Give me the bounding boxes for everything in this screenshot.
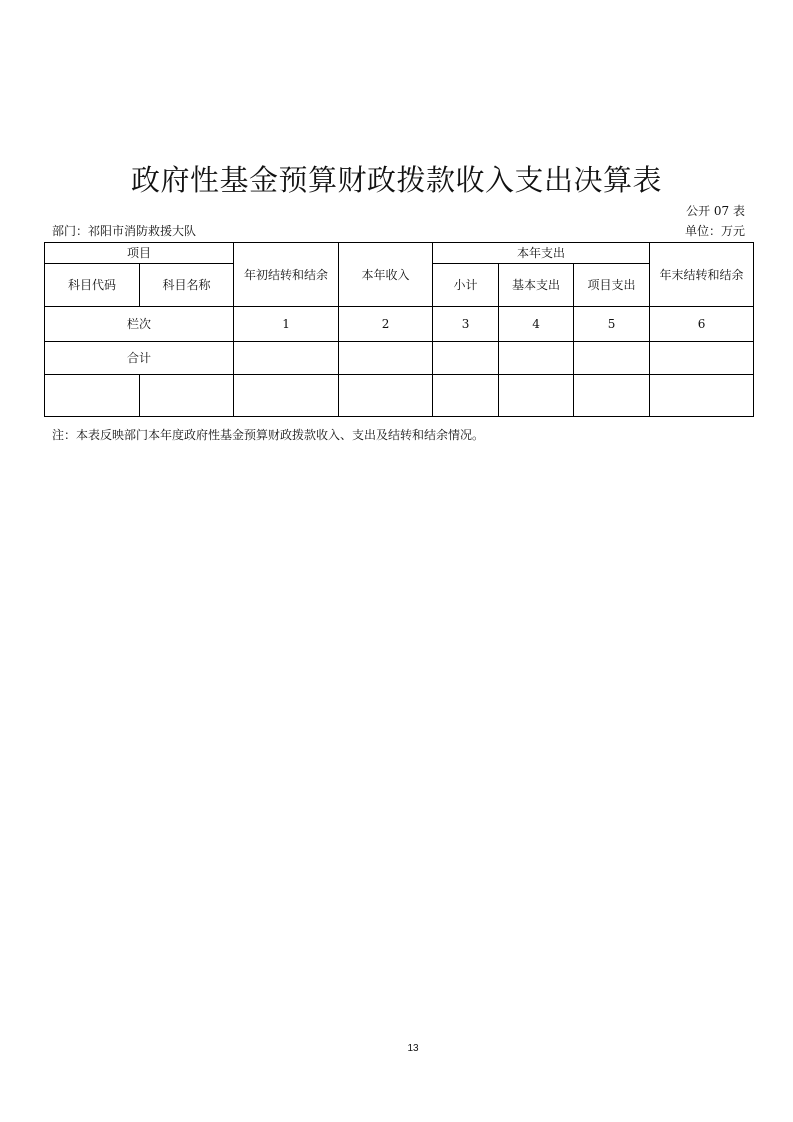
header-project-expense: 项目支出 <box>574 264 650 307</box>
table-row <box>45 375 754 417</box>
empty-cell <box>433 342 499 375</box>
column-index-label: 栏次 <box>45 307 234 342</box>
department-label: 部门：祁阳市消防救援大队 <box>52 224 197 238</box>
empty-cell <box>339 375 433 417</box>
column-number-2: 2 <box>339 307 433 342</box>
empty-cell <box>433 375 499 417</box>
empty-cell <box>234 342 339 375</box>
empty-cell <box>650 375 754 417</box>
empty-cell <box>140 375 234 417</box>
empty-cell <box>45 375 140 417</box>
header-current-income: 本年收入 <box>339 243 433 307</box>
table-note: 注：本表反映部门本年度政府性基金预算财政拨款收入、支出及结转和结余情况。 <box>52 428 485 442</box>
empty-cell <box>339 342 433 375</box>
empty-cell <box>499 375 574 417</box>
header-opening-balance: 年初结转和结余 <box>234 243 339 307</box>
header-subject-name: 科目名称 <box>140 264 234 307</box>
header-subject-code: 科目代码 <box>45 264 140 307</box>
form-code: 公开 07 表 <box>686 204 745 218</box>
column-number-3: 3 <box>433 307 499 342</box>
empty-cell <box>234 375 339 417</box>
page-title: 政府性基金预算财政拨款收入支出决算表 <box>130 163 662 197</box>
header-current-expense: 本年支出 <box>433 243 650 264</box>
empty-cell <box>574 375 650 417</box>
unit-label: 单位：万元 <box>684 224 745 238</box>
column-number-6: 6 <box>650 307 754 342</box>
total-label: 合计 <box>45 342 234 375</box>
header-closing-balance: 年末结转和结余 <box>650 243 754 307</box>
budget-table <box>44 242 754 417</box>
empty-cell <box>650 342 754 375</box>
header-basic-expense: 基本支出 <box>499 264 574 307</box>
header-item: 项目 <box>45 243 234 264</box>
column-number-5: 5 <box>574 307 650 342</box>
header-row-1 <box>45 243 754 264</box>
header-subtotal: 小计 <box>433 264 499 307</box>
total-row <box>45 342 754 375</box>
column-number-4: 4 <box>499 307 574 342</box>
column-index-row <box>45 307 754 342</box>
empty-cell <box>574 342 650 375</box>
column-number-1: 1 <box>234 307 339 342</box>
empty-cell <box>499 342 574 375</box>
page-number: 13 <box>407 1043 419 1054</box>
